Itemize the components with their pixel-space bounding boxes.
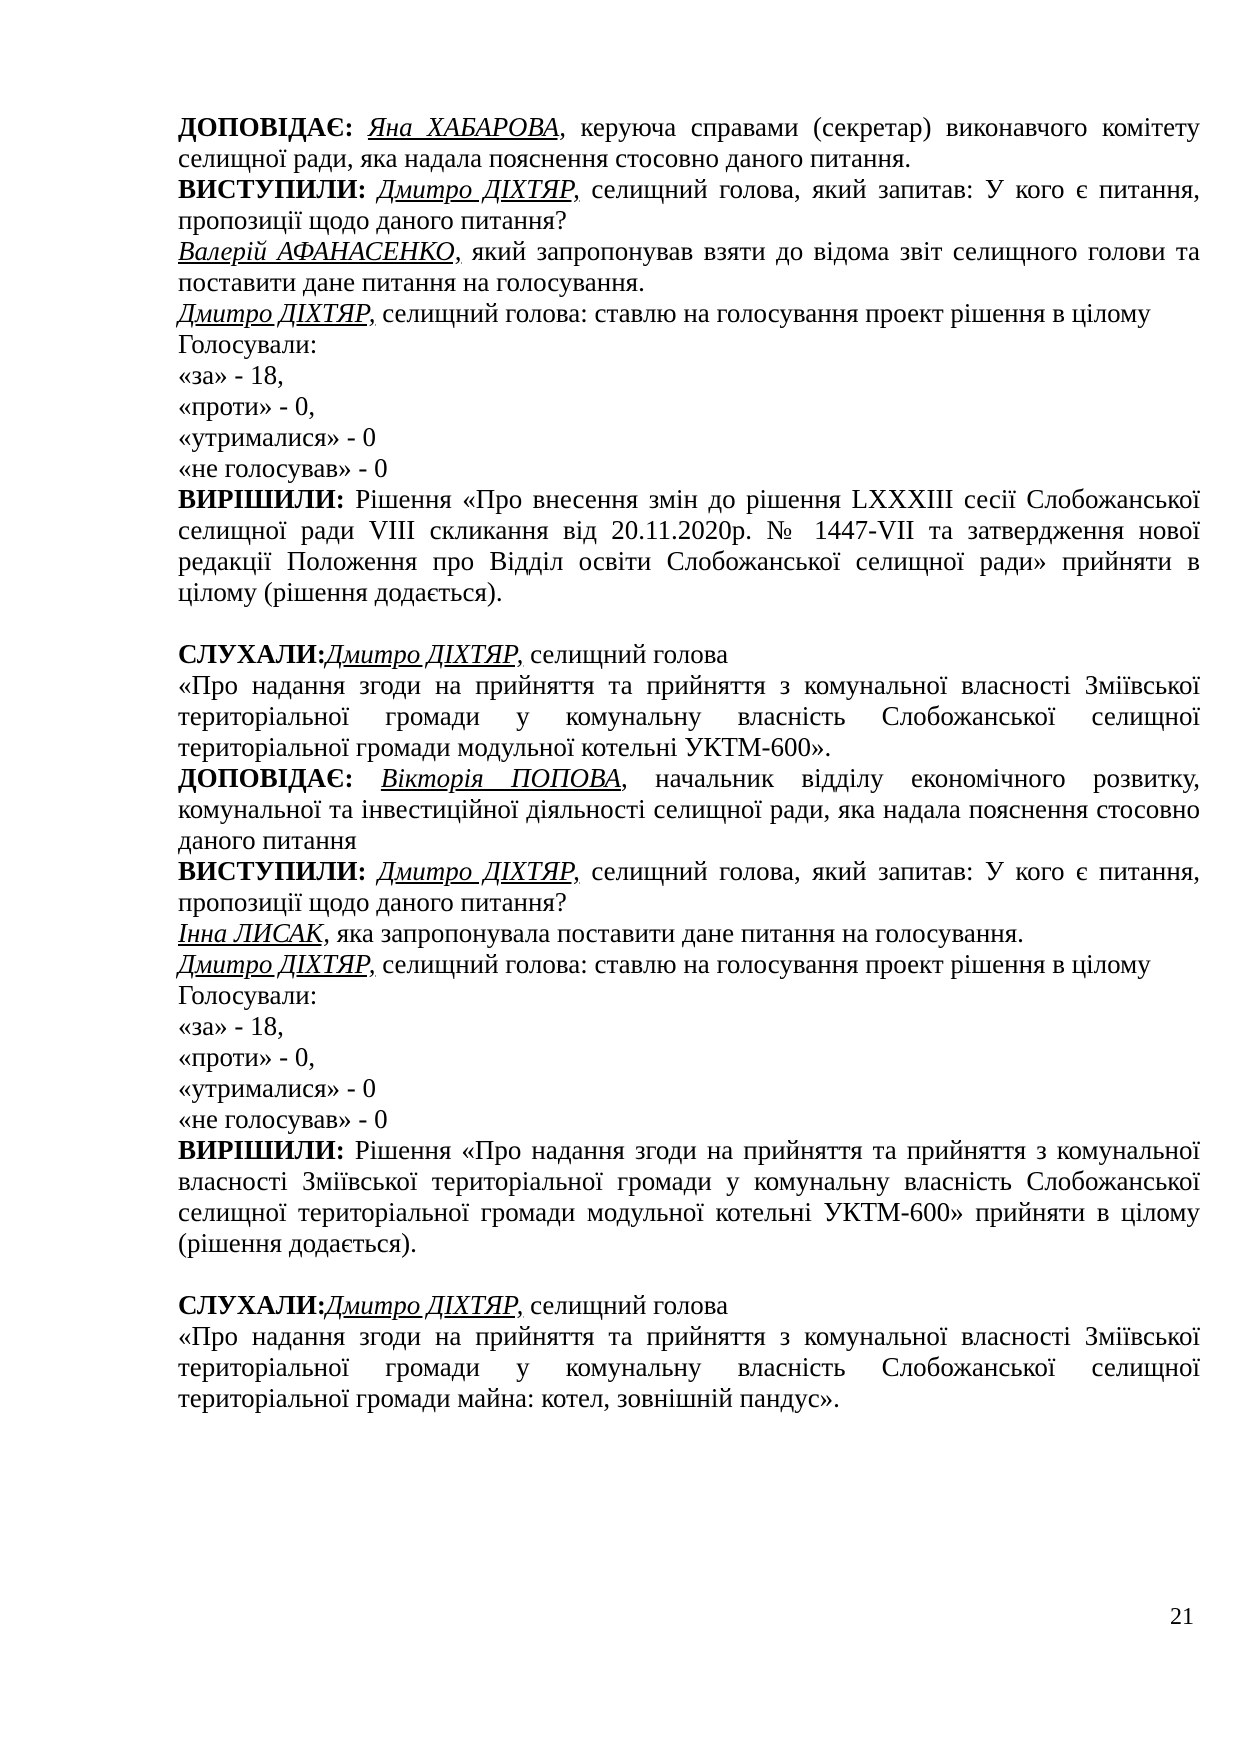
paragraph-text: селищний голова: ставлю на голосування проект рішення в цілому — [375, 949, 1151, 979]
vote-none: «не голосував» - 0 — [178, 453, 388, 483]
spacer — [178, 1259, 1200, 1290]
spacer — [178, 608, 1200, 639]
page-number: 21 — [1170, 1604, 1194, 1630]
vote-title: Голосували: — [178, 980, 318, 1010]
person-name: Вікторія ПОПОВА — [380, 763, 621, 793]
reporter-paragraph — [178, 112, 1200, 174]
vote-against: «проти» - 0, — [178, 391, 316, 421]
paragraph-text: селищний голова — [523, 639, 729, 669]
reporter-paragraph — [178, 763, 1200, 856]
paragraph-text: Рішення «Про внесення змін до рішення LXXXIII сесії Слобожанської селищної ради VIII скликання від 20.11.2020р. № 1447-VII та затвердження нової редакції Положення про Відділ освіти Слобожанської селищної ради» прийняти в цілому (рішення додається). — [178, 484, 1200, 607]
vote-for: «за» - 18, — [178, 360, 284, 390]
chair-paragraph — [178, 298, 1200, 329]
person-name: Дмитро ДІХТЯР, — [377, 174, 580, 204]
vote-for: «за» - 18, — [178, 1011, 284, 1041]
label-heard: СЛУХАЛИ: — [178, 1290, 326, 1320]
vote-title: Голосували: — [178, 329, 318, 359]
paragraph-text: керуюча справами (секретар) виконавчого комітету селищної ради, яка надала пояснення стосовно даного питання. — [178, 112, 1200, 173]
person-name: Інна ЛИСАК, — [178, 918, 330, 948]
person-name: Яна ХАБАРОВА, — [367, 112, 567, 142]
person-name: Дмитро ДІХТЯР, — [178, 949, 376, 979]
label-reporter: ДОПОВІДАЄ: — [178, 763, 354, 793]
topic-paragraph: «Про надання згоди на прийняття та прийняття з комунальної власності Зміївської територіальної громади у комунальну власність Слобожанської селищної територіальної громади майна: котел, зовнішній пандус». — [178, 1321, 1200, 1413]
chair-paragraph — [178, 949, 1200, 980]
vote-against: «проти» - 0, — [178, 1042, 316, 1072]
decision-paragraph — [178, 1135, 1200, 1259]
heard-paragraph — [178, 1290, 1200, 1321]
label-decision: ВИРІШИЛИ: — [178, 1135, 345, 1165]
person-name: Дмитро ДІХТЯР, — [325, 1290, 524, 1320]
person-name: Дмитро ДІХТЯР, — [325, 639, 524, 669]
paragraph-text: селищний голова — [523, 1290, 729, 1320]
speakers-paragraph — [178, 174, 1200, 236]
person-name: Дмитро ДІХТЯР, — [377, 856, 580, 886]
person-name: Валерій АФАНАСЕНКО, — [178, 236, 462, 266]
topic-paragraph: «Про надання згоди на прийняття та прийняття з комунальної власності Зміївської територіальної громади у комунальну власність Слобожанської селищної територіальної громади модульної котельні УКТМ-600». — [178, 670, 1200, 762]
label-reporter: ДОПОВІДАЄ: — [178, 112, 354, 142]
vote-abstain: «утрималися» - 0 — [178, 1073, 377, 1103]
paragraph-text: селищний голова, який запитав: У кого є питання, пропозиції щодо даного питання? — [178, 174, 1200, 235]
heard-paragraph — [178, 639, 1200, 670]
speakers-paragraph — [178, 856, 1200, 918]
person-name: Дмитро ДІХТЯР, — [178, 298, 376, 328]
paragraph-text: селищний голова, який запитав: У кого є питання, пропозиції щодо даного питання? — [178, 856, 1200, 917]
paragraph-text: , начальник відділу економічного розвитку, комунальної та інвестиційної діяльності селищної ради, яка надала пояснення стосовно даного питання — [178, 763, 1200, 855]
label-heard: СЛУХАЛИ: — [178, 639, 326, 669]
paragraph-text: селищний голова: ставлю на голосування проект рішення в цілому — [375, 298, 1151, 328]
decision-paragraph — [178, 484, 1200, 608]
paragraph-text: яка запропонувала поставити дане питання на голосування. — [329, 918, 1024, 948]
proposal-paragraph — [178, 918, 1200, 949]
vote-abstain: «утрималися» - 0 — [178, 422, 377, 452]
paragraph-text: який запропонував взяти до відома звіт селищного голови та поставити дане питання на голосування. — [178, 236, 1200, 297]
proposal-paragraph — [178, 236, 1200, 298]
label-decision: ВИРІШИЛИ: — [178, 484, 345, 514]
label-speakers: ВИСТУПИЛИ: — [178, 856, 367, 886]
document-page — [178, 112, 1200, 1414]
label-speakers: ВИСТУПИЛИ: — [178, 174, 367, 204]
paragraph-text: Рішення «Про надання згоди на прийняття та прийняття з комунальної власності Зміївської територіальної громади у комунальну власність Слобожанської селищної територіальної громади модульної котельні УКТМ-600» прийняти в цілому (рішення додається). — [178, 1135, 1200, 1258]
vote-none: «не голосував» - 0 — [178, 1104, 388, 1134]
